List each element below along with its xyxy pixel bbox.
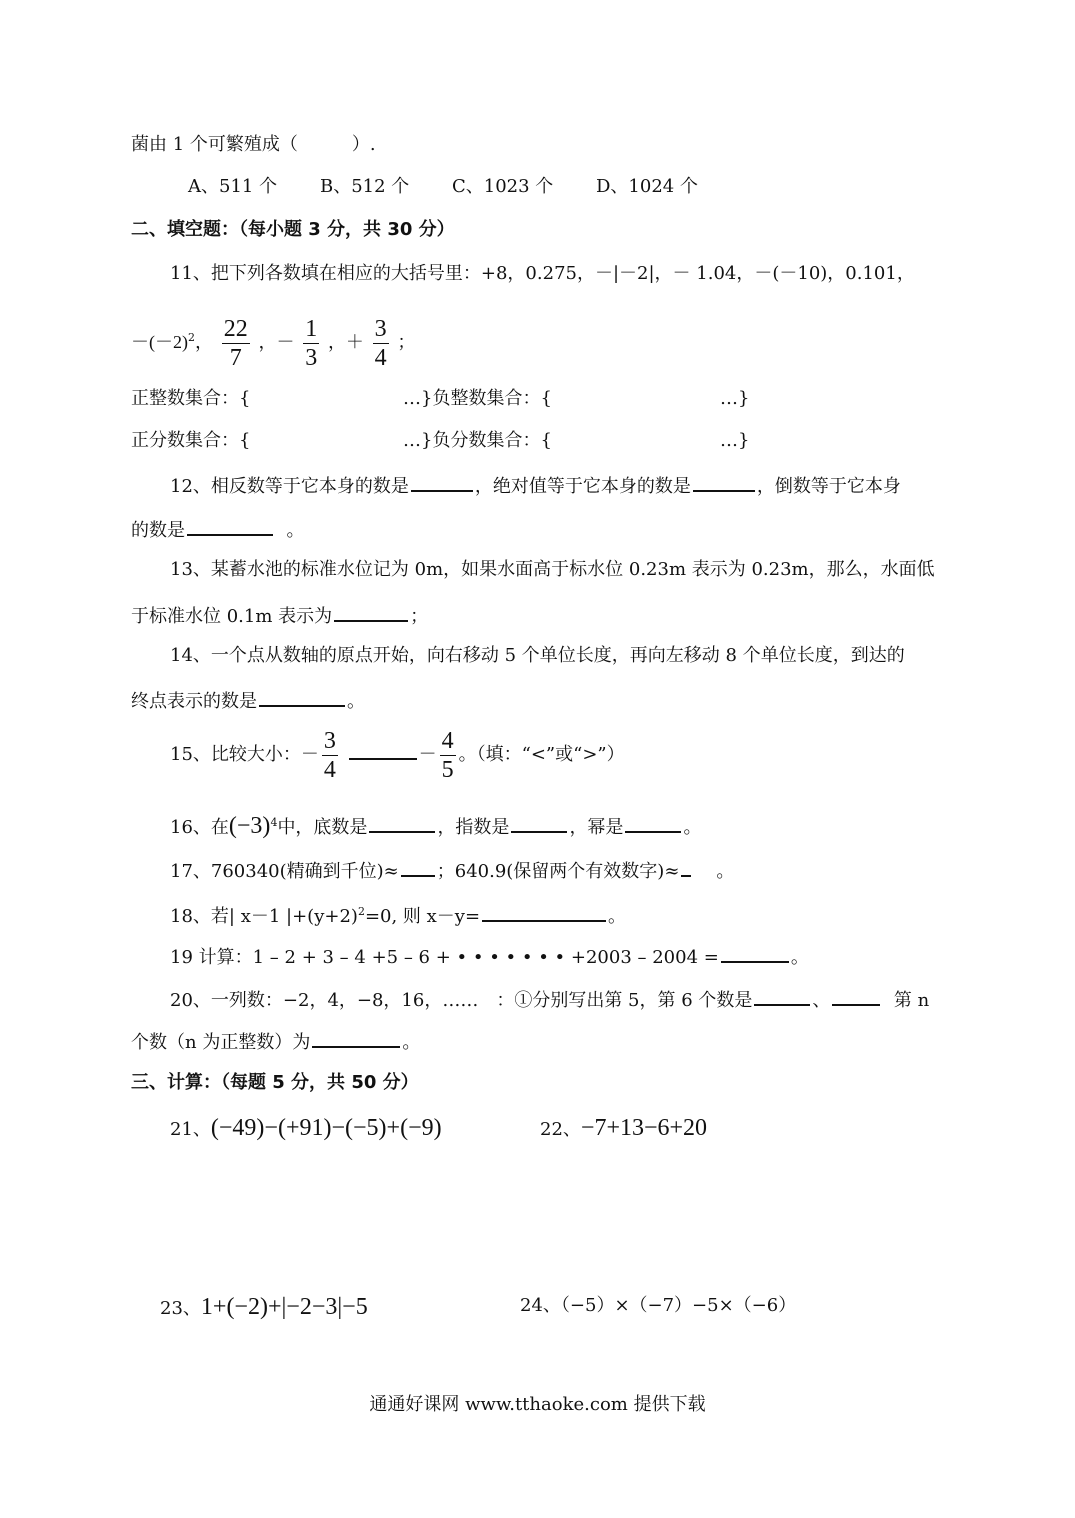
section2-title: 二、填空题：（每小题 3 分，共 30 分） [131, 219, 455, 240]
q10-option-a: A、511 个 [188, 176, 278, 197]
q15-line [170, 725, 625, 785]
set-neg-frac-label: …}负分数集合：{ [403, 430, 552, 451]
q21-line [170, 1113, 442, 1145]
q11-line2 [131, 308, 415, 373]
q17-blank1[interactable] [401, 857, 435, 877]
q13-line2-text: 于标准水位 0.1m 表示为 [131, 606, 333, 627]
q12-line1 [170, 472, 901, 499]
q16-exp: 4 [270, 816, 278, 829]
q11-frac2-den: 3 [305, 344, 318, 371]
q16-part3: ，幂是 [569, 817, 624, 838]
q14-line2-text: 终点表示的数是 [131, 691, 257, 712]
q11-frac2-num: 1 [305, 315, 318, 342]
q15-f2-den: 5 [441, 756, 454, 783]
q22-label: 22、 [540, 1119, 581, 1140]
q13-line2 [131, 602, 428, 629]
q18-part3: =0, 则 x－y= [364, 906, 481, 927]
q12-blank2[interactable] [693, 472, 755, 492]
q16-line [170, 811, 701, 840]
set-neg-int-label: …}负整数集合：{ [403, 388, 552, 409]
q17-end: 。 [716, 861, 735, 882]
q16-part1: 中，底数是 [277, 817, 368, 838]
q22-line [540, 1113, 707, 1145]
q11-sep1: ， [195, 332, 213, 353]
q16-blank1[interactable] [369, 813, 435, 833]
q12-blank1[interactable] [411, 472, 473, 492]
q23-expr: 1+(−2)+|−2−3|−5 [200, 1294, 368, 1320]
q12-part2: ，绝对值等于它本身的数是 [474, 476, 691, 497]
q14-line2 [131, 687, 365, 714]
q20-blank1[interactable] [754, 986, 810, 1006]
set-neg-int-end: …} [720, 388, 750, 409]
set-pos-int-label: 正整数集合：{ [131, 388, 251, 409]
q18-exp: 2 [357, 905, 365, 918]
q10-option-b: B、512 个 [320, 176, 410, 197]
set-pos-frac-label: 正分数集合：{ [131, 430, 251, 451]
q12-part5: 。 [286, 520, 305, 541]
q18-end: 。 [608, 906, 627, 927]
q20-line2 [131, 1028, 420, 1055]
q18-abs: | x－1 | [228, 906, 293, 927]
q23-label: 23、 [160, 1298, 201, 1319]
q18-part1: 18、若 [170, 906, 229, 927]
q10-tail: 菌由 1 个可繁殖成（ ）. [131, 134, 376, 155]
q15-f2-num: 4 [441, 727, 454, 754]
q17-line [170, 857, 734, 884]
q12-line2 [131, 516, 304, 543]
q11-frac-22-7 [222, 315, 250, 372]
q11-frac-3-4 [373, 315, 389, 372]
q16-part2: ，指数是 [437, 817, 510, 838]
q20-part2: 、 [812, 990, 831, 1011]
q21-expr: (−49)−(+91)−(−5)+(−9) [210, 1115, 442, 1141]
q15-minus: － [418, 744, 437, 765]
q18-part2: +(y+2) [292, 906, 358, 927]
q20-blank2[interactable] [832, 986, 880, 1006]
q24-expr: （−5）×（−7）−5×（−6） [560, 1295, 797, 1316]
q17-blank2[interactable] [681, 857, 691, 877]
q12-part1: 12、相反数等于它本身的数是 [170, 476, 409, 497]
q15-f1-den: 4 [323, 756, 336, 783]
q15-prefix: 15、比较大小：－ [170, 744, 319, 765]
q12-part4: 的数是 [131, 520, 185, 541]
q12-part3: ，倒数等于它本身 [756, 476, 901, 497]
q15-frac-3-4 [322, 727, 338, 784]
q10-option-c: C、1023 个 [452, 176, 554, 197]
q15-suffix: 。（填：“<”或“>”） [458, 744, 625, 765]
q20-line2a: 个数（n 为正整数）为 [131, 1032, 311, 1053]
q23-line [160, 1292, 368, 1324]
q11-frac1-num: 22 [223, 315, 248, 342]
q11-sep3: ，＋ [327, 332, 364, 353]
q16-end: 。 [683, 817, 702, 838]
q11-expr1: －(－2) [131, 332, 188, 352]
q14-line1: 14、一个点从数轴的原点开始，向右移动 5 个单位长度，再向左移动 8 个单位长度，到达的 [170, 645, 905, 666]
section3-title: 三、计算：（每题 5 分，共 50 分） [131, 1072, 419, 1093]
q22-expr: −7+13−6+20 [580, 1115, 708, 1141]
q15-f1-num: 3 [323, 727, 336, 754]
q19-blank[interactable] [721, 943, 789, 963]
q15-frac-4-5 [440, 727, 456, 784]
q15-blank[interactable] [349, 740, 417, 760]
q20-part1: 20、一列数：−2，4，−8，16，…… ：①分别写出第 5，第 6 个数是 [170, 990, 753, 1011]
q13-blank[interactable] [334, 602, 408, 622]
q11-frac3-den: 4 [374, 344, 387, 371]
q17-part1: 17、760340(精确到千位)≈ [170, 861, 399, 882]
q12-blank3[interactable] [187, 516, 273, 536]
q16-prefix: 16、在 [170, 817, 229, 838]
q11-sep2: ，－ [258, 332, 295, 353]
q21-label: 21、 [170, 1119, 211, 1140]
q11-line1: 11、把下列各数填在相应的大括号里：+8，0.275，－|－2|，－ 1.04，－(－10)，0.101， [170, 263, 915, 284]
q20-end: 。 [402, 1032, 421, 1053]
q11-end: ； [397, 332, 416, 353]
q13-line1: 13、某蓄水池的标准水位记为 0m，如果水面高于标水位 0.23m 表示为 0.23m，那么，水面低 [170, 559, 935, 580]
q24-line [520, 1294, 796, 1318]
set-neg-frac-end: …} [720, 430, 750, 451]
q10-option-d: D、1024 个 [596, 176, 698, 197]
q19-line [170, 943, 809, 970]
q11-exp: 2 [188, 331, 195, 344]
q18-line [170, 900, 626, 929]
q14-end: 。 [347, 691, 365, 712]
q16-blank2[interactable] [511, 813, 567, 833]
q11-frac1-den: 7 [222, 343, 250, 372]
q24-label: 24、 [520, 1295, 561, 1316]
q11-frac-1-3 [303, 315, 319, 372]
q11-frac3-num: 3 [374, 315, 387, 342]
q17-part2: ；640.9(保留两个有效数字)≈ [436, 861, 680, 882]
q19-end: 。 [790, 947, 809, 968]
q20-line1 [170, 986, 929, 1013]
q14-blank[interactable] [259, 687, 345, 707]
q20-part3: 第 n [893, 990, 930, 1011]
q20-blank3[interactable] [312, 1028, 400, 1048]
q19-text: 19 计算：1 – 2 + 3 – 4 +5 – 6 + • • • • • • • +2003 – 2004 = [170, 947, 719, 968]
q16-blank3[interactable] [625, 813, 681, 833]
q18-blank[interactable] [482, 902, 606, 922]
q13-end: ； [410, 606, 429, 627]
page-footer: 通通好课网 www.tthaoke.com 提供下载 [369, 1394, 706, 1415]
q16-expr: (−3) [228, 813, 271, 839]
